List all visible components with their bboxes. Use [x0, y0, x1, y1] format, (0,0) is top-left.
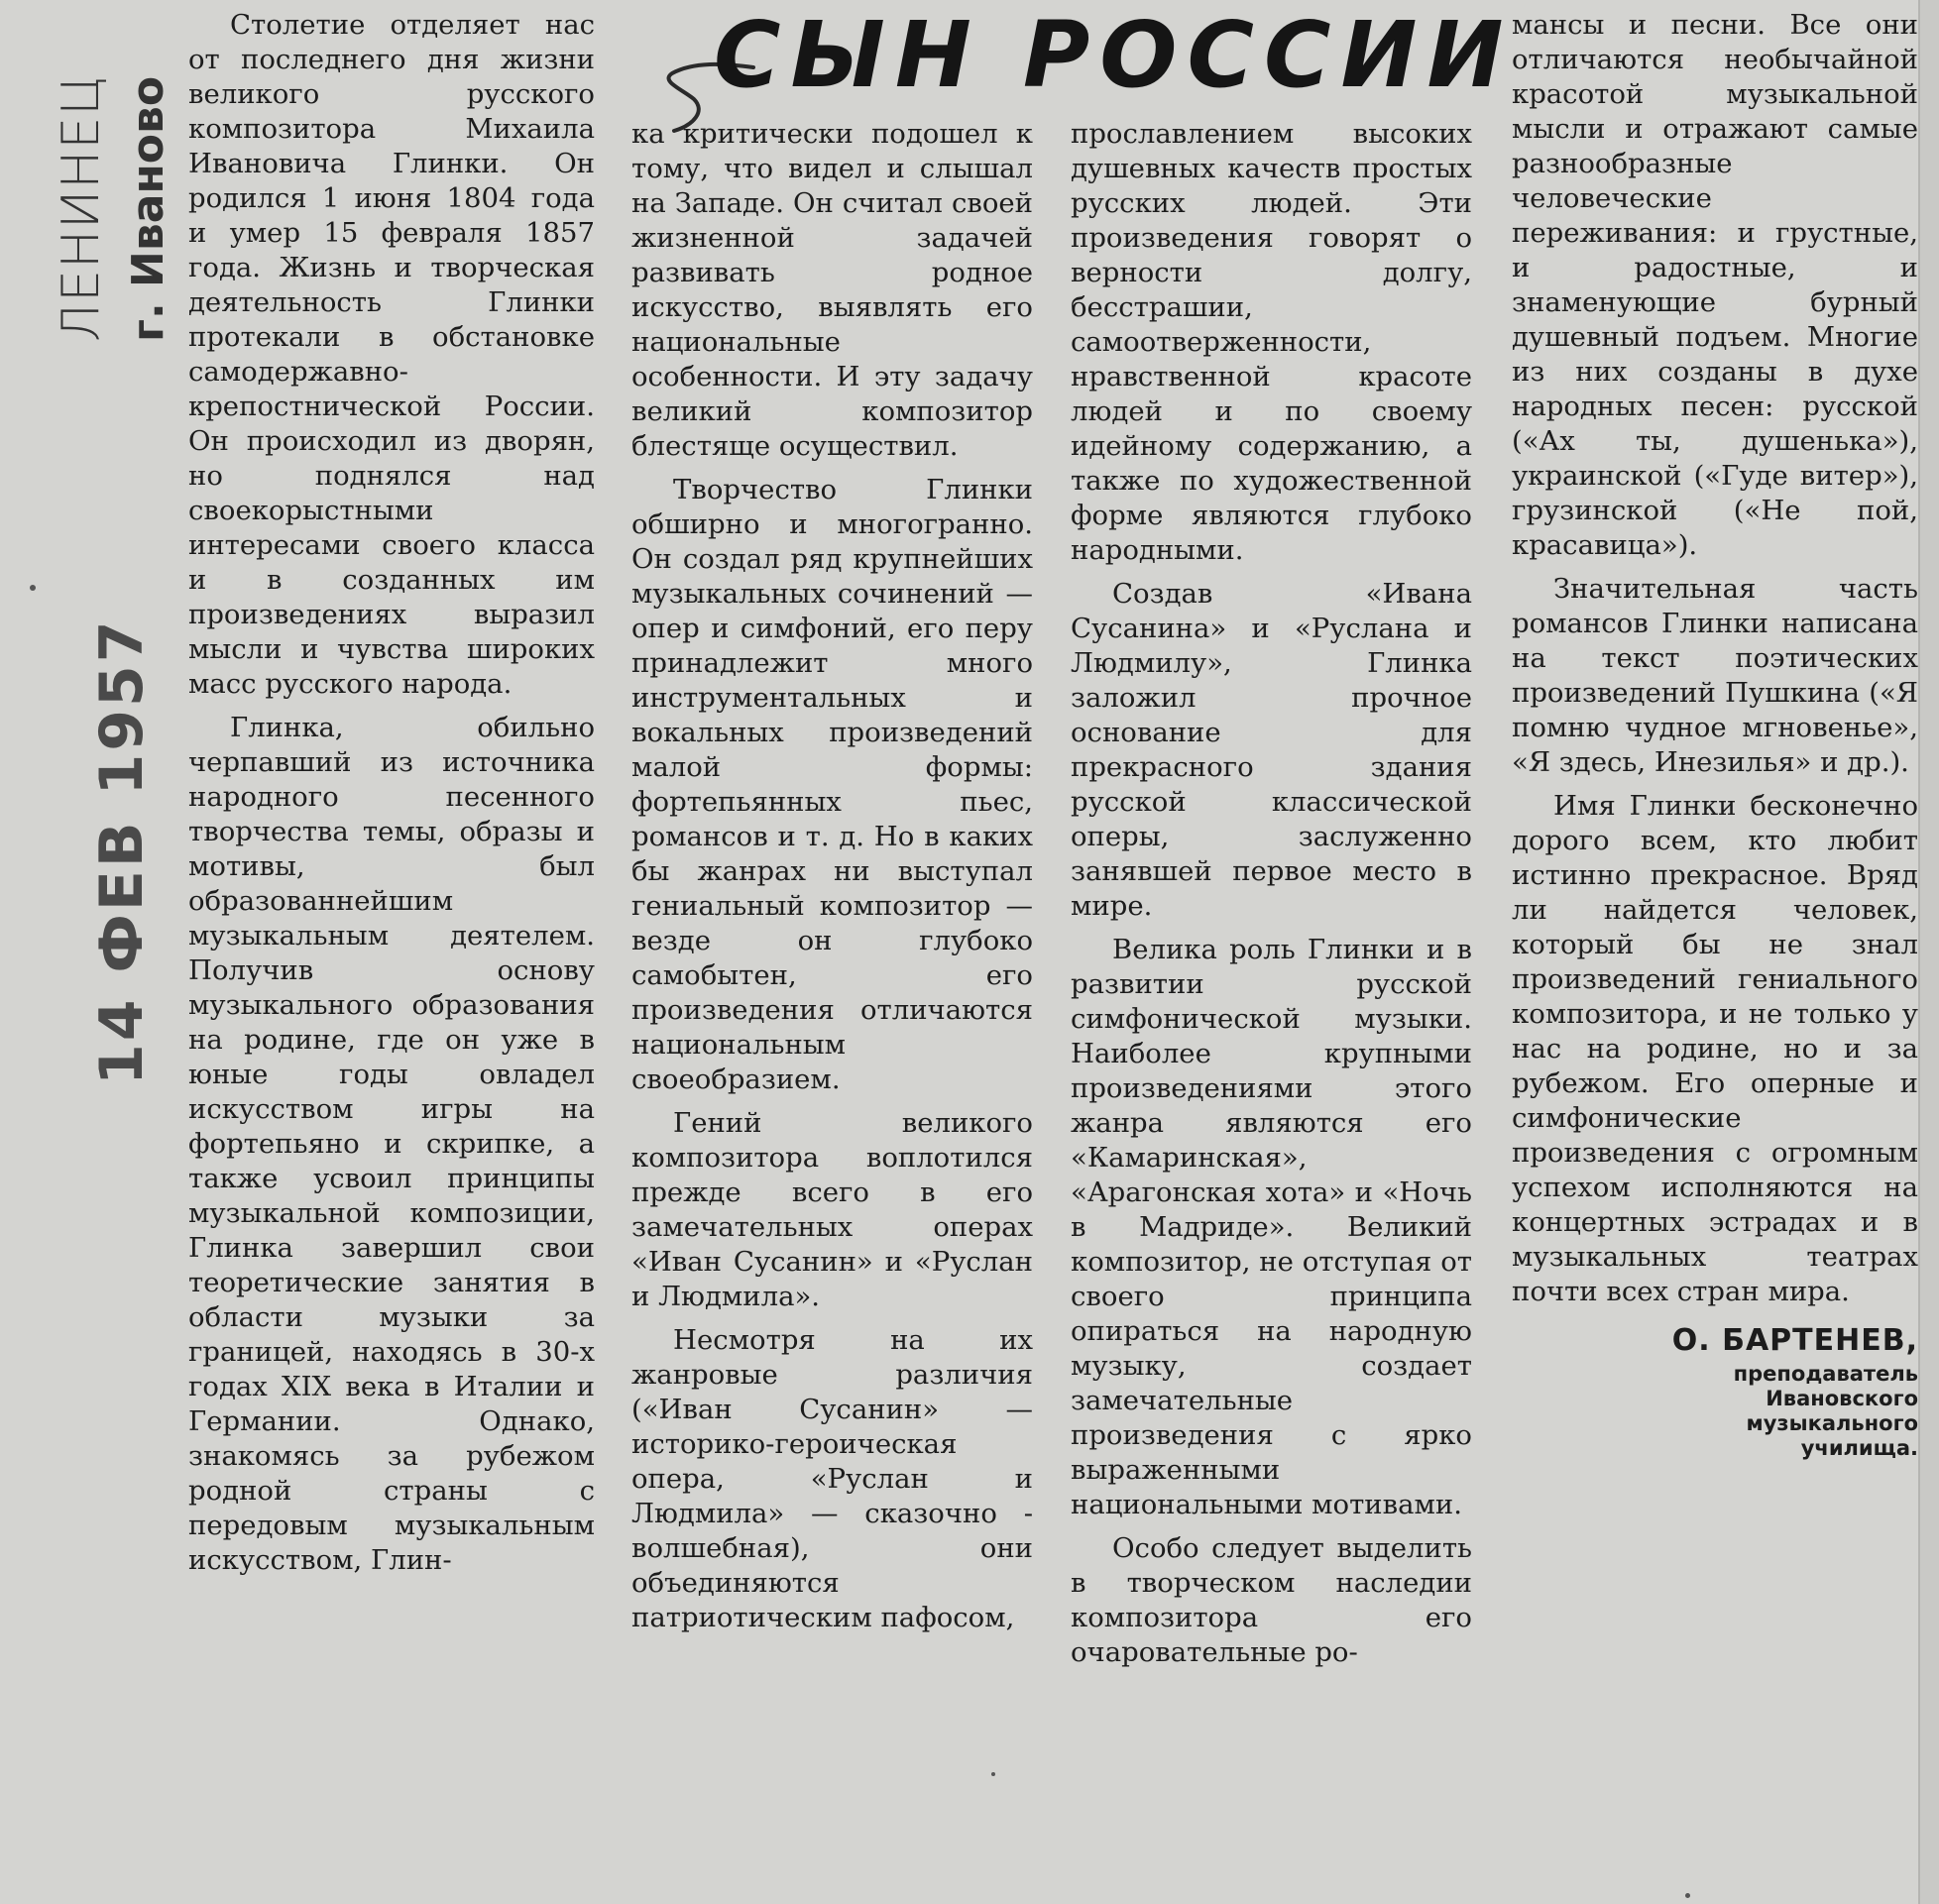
- author-role-line: Ивановского: [1766, 1387, 1918, 1410]
- scan-speck: [991, 1772, 995, 1776]
- paragraph: Велика роль Глинки и в развитии русской симфонической музыки. Наиболее крупными произведениями этого жанра являются его «Камаринская», «Арагонская хота» и «Ночь в Мадриде». Великий композитор, не отступая от своего принципа опираться на народную музыку, создает замечательные произведения с ярко выраженными национальными мотивами.: [1071, 934, 1472, 1520]
- text-column-3: [1071, 117, 1472, 1670]
- date-stamp: 14 ФЕВ 1957: [87, 617, 157, 1085]
- paragraph: Глинка, обильно черпавший из источника народного песенного творчества темы, образы и мотивы, был образованнейшим музыкальным деятелем. Получив основу музыкального образования на родине, где он уже в юные годы овладел искусством игры на фортепьяно и скрипке, а также усвоил принципы музыкальной композиции, Глинка завершил свои теоретические занятия в области музыки за границей, находясь в 30-х годах XIX века в Италии и Германии. Однако, знакомясь за рубежом родной страны с передовым музыкальным искусством, Глин-: [188, 712, 595, 1576]
- text-column-1: [188, 8, 595, 1578]
- paragraph: Создав «Ивана Сусанина» и «Руслана и Людмилу», Глинка заложил прочное основание для прекрасного здания русской классической оперы, заслуженно занявшей первое место в мире.: [1071, 578, 1472, 922]
- scan-edge: [1918, 0, 1939, 1904]
- author-role-line: училища.: [1800, 1436, 1918, 1460]
- author-role-line: преподаватель: [1733, 1362, 1918, 1386]
- author-name: О. БАРТЕНЕВ,: [1671, 1323, 1918, 1358]
- text-column-2: [631, 117, 1033, 1635]
- paragraph: Творчество Глинки обширно и многогранно. Он создал ряд крупнейших музыкальных сочинений — опер и симфоний, его перу принадлежит много инструментальных и вокальных произведений малой формы: фортепьянных пьес, романсов и т. д. Но в каких бы жанрах ни выступал гениальный композитор — везде он глубоко самобытен, его произведения отличаются национальным своеобразием.: [631, 474, 1033, 1095]
- paragraph: Особо следует выделить в творческом наследии композитора его очаровательные ро-: [1071, 1532, 1472, 1668]
- scan-speck: [1685, 1893, 1690, 1898]
- city-stamp: г. Иваново: [123, 75, 173, 342]
- paragraph: Имя Глинки бесконечно дорого всем, кто любит истинно прекрасное. Вряд ли найдется человек, который бы не знал произведений гениального композитора, и не только у нас на родине, но и за рубежом. Его оперные и симфонические произведения с огромным успехом исполняются на концертных эстрадах и в музыкальных театрах почти всех стран мира.: [1512, 790, 1918, 1307]
- text-column-4: [1512, 8, 1918, 1461]
- scan-speck: [30, 585, 36, 591]
- article-headline: СЫН РОССИИ: [714, 2, 1514, 108]
- author-role-line: музыкального: [1746, 1411, 1918, 1435]
- paragraph: прославлением высоких душевных качеств простых русских людей. Эти произведения говорят о верности долгу, бесстрашии, самоотверженности, нравственной красоте людей и по своему идейному содержанию, а также по художественной форме являются глубоко народными.: [1071, 118, 1472, 566]
- paragraph: Гений великого композитора воплотился прежде всего в его замечательных операх «Иван Сусанин» и «Руслан и Людмила».: [631, 1107, 1033, 1312]
- author-role: [1512, 1362, 1918, 1461]
- paragraph: Столетие отделяет нас от последнего дня жизни великого русского композитора Михаила Ивановича Глинки. Он родился 1 июня 1804 года и умер 15 февраля 1857 года. Жизнь и творческая деятельность Глинки протекали в обстановке самодержавно-крепостнической России. Он происходил из дворян, но поднялся над своекорыстными интересами своего класса и в созданных им произведениях выразил мысли и чувства широких масс русского народа.: [188, 9, 595, 700]
- paragraph: мансы и песни. Все они отличаются необычайной красотой музыкальной мысли и отражают самые разнообразные человеческие переживания: и грустные, и радостные, и знаменующие бурный душевный подъем. Многие из них созданы в духе народных песен: русской («Ах ты, душенька»), украинской («Гуде витер»), грузинской («Не пой, красавица»).: [1512, 9, 1918, 561]
- paragraph: Значительная часть романсов Глинки написана на текст поэтических произведений Пушкина («Я помню чудное мгновенье», «Я здесь, Инезилья» и др.).: [1512, 573, 1918, 778]
- paragraph: Несмотря на их жанровые различия («Иван Сусанин» — историко-героическая опера, «Руслан и Людмила» — сказочно - волшебная), они объединяются патриотическим пафосом,: [631, 1324, 1033, 1633]
- paragraph: ка критически подошел к тому, что видел и слышал на Западе. Он считал своей жизненной задачей развивать родное искусство, выявлять его национальные особенности. И эту задачу великий композитор блестяще осуществил.: [631, 118, 1033, 462]
- author-signature: [1512, 1323, 1918, 1461]
- newspaper-name-stamp: ЛЕНИНЕЦ: [52, 74, 111, 342]
